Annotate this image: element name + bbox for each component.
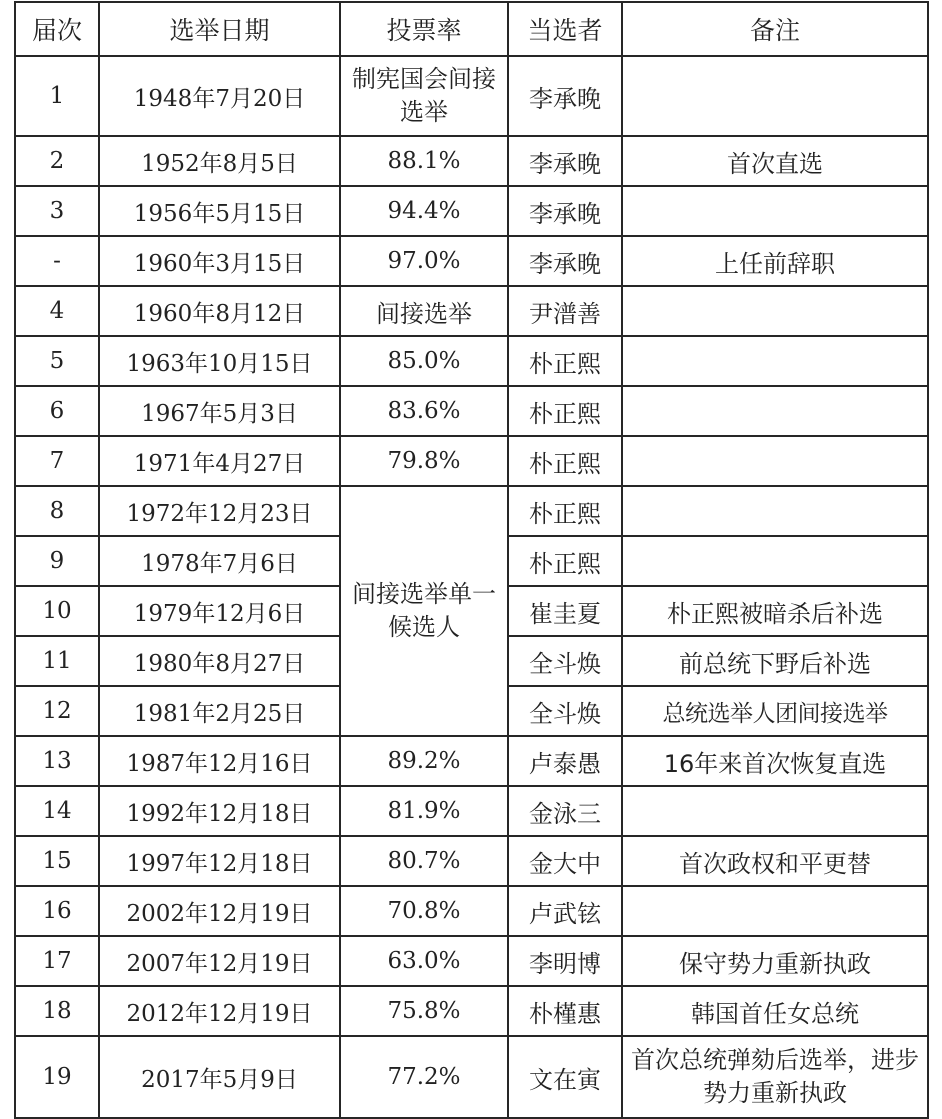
term-cell: 7 bbox=[15, 436, 99, 486]
term-cell: 2 bbox=[15, 136, 99, 186]
table-row bbox=[15, 986, 928, 1036]
table-row bbox=[15, 236, 928, 286]
note-cell bbox=[622, 486, 928, 536]
winner-cell: 朴正熙 bbox=[508, 336, 622, 386]
date-cell: 1972年12月23日 bbox=[99, 486, 340, 536]
term-cell: 4 bbox=[15, 286, 99, 336]
note-cell: 总统选举人团间接选举 bbox=[622, 686, 928, 736]
turnout-cell: 88.1% bbox=[340, 136, 508, 186]
turnout-cell: 63.0% bbox=[340, 936, 508, 986]
term-cell: 3 bbox=[15, 186, 99, 236]
note-cell bbox=[622, 286, 928, 336]
term-cell: 18 bbox=[15, 986, 99, 1036]
note-cell: 保守势力重新执政 bbox=[622, 936, 928, 986]
note-cell bbox=[622, 56, 928, 136]
term-cell: 5 bbox=[15, 336, 99, 386]
table-row bbox=[15, 436, 928, 486]
turnout-merged-cell: 间接选举单一候选人 bbox=[340, 486, 508, 736]
term-cell: - bbox=[15, 236, 99, 286]
winner-cell: 金大中 bbox=[508, 836, 622, 886]
term-cell: 10 bbox=[15, 586, 99, 636]
winner-cell: 全斗焕 bbox=[508, 686, 622, 736]
note-cell: 16年来首次恢复直选 bbox=[622, 736, 928, 786]
term-cell: 14 bbox=[15, 786, 99, 836]
header-row bbox=[15, 2, 928, 56]
table-row bbox=[15, 886, 928, 936]
header-date: 选举日期 bbox=[99, 2, 340, 56]
turnout-cell: 79.8% bbox=[340, 436, 508, 486]
note-cell: 上任前辞职 bbox=[622, 236, 928, 286]
turnout-cell: 70.8% bbox=[340, 886, 508, 936]
date-cell: 1952年8月5日 bbox=[99, 136, 340, 186]
date-cell: 2002年12月19日 bbox=[99, 886, 340, 936]
term-cell: 12 bbox=[15, 686, 99, 736]
note-cell: 韩国首任女总统 bbox=[622, 986, 928, 1036]
note-cell bbox=[622, 536, 928, 586]
note-cell bbox=[622, 336, 928, 386]
turnout-cell: 75.8% bbox=[340, 986, 508, 1036]
winner-cell: 尹潽善 bbox=[508, 286, 622, 336]
turnout-cell: 85.0% bbox=[340, 336, 508, 386]
turnout-cell: 77.2% bbox=[340, 1036, 508, 1118]
term-cell: 8 bbox=[15, 486, 99, 536]
date-cell: 2012年12月19日 bbox=[99, 986, 340, 1036]
note-cell bbox=[622, 886, 928, 936]
note-cell: 朴正熙被暗杀后补选 bbox=[622, 586, 928, 636]
term-cell: 9 bbox=[15, 536, 99, 586]
note-cell: 前总统下野后补选 bbox=[622, 636, 928, 686]
winner-cell: 金泳三 bbox=[508, 786, 622, 836]
term-cell: 15 bbox=[15, 836, 99, 886]
winner-cell: 李承晚 bbox=[508, 136, 622, 186]
table-row bbox=[15, 336, 928, 386]
header-turnout: 投票率 bbox=[340, 2, 508, 56]
note-cell bbox=[622, 186, 928, 236]
note-cell bbox=[622, 436, 928, 486]
note-cell: 首次政权和平更替 bbox=[622, 836, 928, 886]
winner-cell: 李承晚 bbox=[508, 186, 622, 236]
header-winner: 当选者 bbox=[508, 2, 622, 56]
date-cell: 1971年4月27日 bbox=[99, 436, 340, 486]
date-cell: 1997年12月18日 bbox=[99, 836, 340, 886]
term-cell: 6 bbox=[15, 386, 99, 436]
table-row bbox=[15, 786, 928, 836]
table-row bbox=[15, 486, 928, 536]
note-cell bbox=[622, 386, 928, 436]
table-row bbox=[15, 1036, 928, 1118]
winner-cell: 李明博 bbox=[508, 936, 622, 986]
turnout-cell: 97.0% bbox=[340, 236, 508, 286]
winner-cell: 全斗焕 bbox=[508, 636, 622, 686]
term-cell: 19 bbox=[15, 1036, 99, 1118]
winner-cell: 李承晚 bbox=[508, 56, 622, 136]
table-row bbox=[15, 386, 928, 436]
note-cell: 首次总统弹劾后选举，进步势力重新执政 bbox=[622, 1036, 928, 1118]
date-cell: 1960年8月12日 bbox=[99, 286, 340, 336]
term-cell: 16 bbox=[15, 886, 99, 936]
turnout-cell: 间接选举 bbox=[340, 286, 508, 336]
date-cell: 1978年7月6日 bbox=[99, 536, 340, 586]
note-cell: 首次直选 bbox=[622, 136, 928, 186]
date-cell: 1967年5月3日 bbox=[99, 386, 340, 436]
turnout-cell: 94.4% bbox=[340, 186, 508, 236]
turnout-cell: 制宪国会间接选举 bbox=[340, 56, 508, 136]
date-cell: 1987年12月16日 bbox=[99, 736, 340, 786]
header-note: 备注 bbox=[622, 2, 928, 56]
winner-cell: 朴正熙 bbox=[508, 386, 622, 436]
table-row bbox=[15, 56, 928, 136]
winner-cell: 李承晚 bbox=[508, 236, 622, 286]
winner-cell: 崔圭夏 bbox=[508, 586, 622, 636]
winner-cell: 朴正熙 bbox=[508, 436, 622, 486]
date-cell: 1979年12月6日 bbox=[99, 586, 340, 636]
winner-cell: 朴正熙 bbox=[508, 486, 622, 536]
table-row bbox=[15, 186, 928, 236]
winner-cell: 朴槿惠 bbox=[508, 986, 622, 1036]
date-cell: 1948年7月20日 bbox=[99, 56, 340, 136]
term-cell: 17 bbox=[15, 936, 99, 986]
table-row bbox=[15, 286, 928, 336]
winner-cell: 卢武铉 bbox=[508, 886, 622, 936]
header-term: 届次 bbox=[15, 2, 99, 56]
date-cell: 1956年5月15日 bbox=[99, 186, 340, 236]
term-cell: 1 bbox=[15, 56, 99, 136]
election-table bbox=[14, 1, 929, 1119]
date-cell: 1963年10月15日 bbox=[99, 336, 340, 386]
date-cell: 1981年2月25日 bbox=[99, 686, 340, 736]
turnout-cell: 83.6% bbox=[340, 386, 508, 436]
table-row bbox=[15, 936, 928, 986]
table-row bbox=[15, 136, 928, 186]
winner-cell: 文在寅 bbox=[508, 1036, 622, 1118]
term-cell: 11 bbox=[15, 636, 99, 686]
date-cell: 1980年8月27日 bbox=[99, 636, 340, 686]
turnout-cell: 89.2% bbox=[340, 736, 508, 786]
table-row bbox=[15, 736, 928, 786]
winner-cell: 朴正熙 bbox=[508, 536, 622, 586]
term-cell: 13 bbox=[15, 736, 99, 786]
winner-cell: 卢泰愚 bbox=[508, 736, 622, 786]
date-cell: 2007年12月19日 bbox=[99, 936, 340, 986]
date-cell: 2017年5月9日 bbox=[99, 1036, 340, 1118]
turnout-cell: 80.7% bbox=[340, 836, 508, 886]
note-cell bbox=[622, 786, 928, 836]
date-cell: 1960年3月15日 bbox=[99, 236, 340, 286]
date-cell: 1992年12月18日 bbox=[99, 786, 340, 836]
turnout-cell: 81.9% bbox=[340, 786, 508, 836]
table-row bbox=[15, 836, 928, 886]
